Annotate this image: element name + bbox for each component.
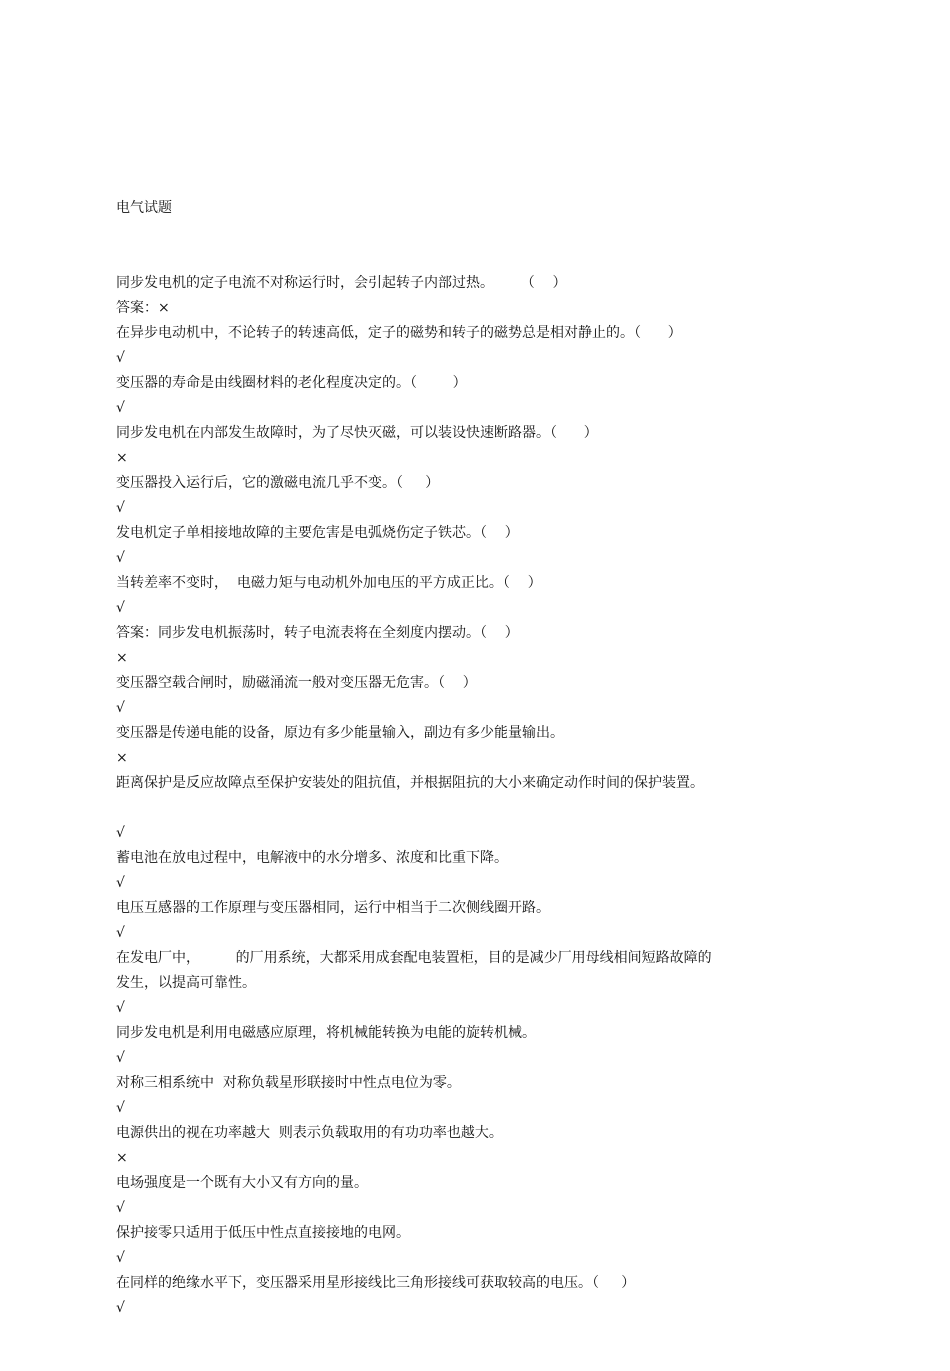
document-line: 发电机定子单相接地故障的主要危害是电弧烧伤定子铁芯。（ ） xyxy=(116,525,519,541)
document-line: √ xyxy=(116,1250,125,1266)
document-line: × xyxy=(116,1150,128,1166)
document-line: √ xyxy=(116,700,125,716)
document-line: √ xyxy=(116,1300,125,1316)
document-body xyxy=(116,146,846,1371)
document-line: √ xyxy=(116,600,125,616)
document-line: 电源供出的视在功率越大 则表示负载取用的有功功率也越大。 xyxy=(116,1125,503,1141)
document-line: 发生，以提高可靠性。 xyxy=(116,975,256,991)
question-list xyxy=(116,271,846,1321)
document-line: × xyxy=(116,450,128,466)
document-line: 同步发电机在内部发生故障时，为了尽快灭磁，可以装设快速断路器。（ ） xyxy=(116,425,598,441)
document-line: √ xyxy=(116,550,125,566)
document-line: √ xyxy=(116,1100,125,1116)
document-line: √ xyxy=(116,400,125,416)
document-line: 答案：同步发电机振荡时，转子电流表将在全刻度内摆动。（ ） xyxy=(116,625,519,641)
document-line: √ xyxy=(116,500,125,516)
document-line: 变压器投入运行后，它的激磁电流几乎不变。（ ） xyxy=(116,475,440,491)
document-line: 距离保护是反应故障点至保护安装处的阻抗值，并根据阻抗的大小来确定动作时间的保护装置。 xyxy=(116,775,704,791)
document-line: √ xyxy=(116,1050,125,1066)
document-line: 答案：× xyxy=(116,300,170,316)
document-line xyxy=(116,796,846,821)
document-line: √ xyxy=(116,350,125,366)
document-line: 当转差率不变时， 电磁力矩与电动机外加电压的平方成正比。（ ） xyxy=(116,575,542,591)
document-line: √ xyxy=(116,875,125,891)
document-line: 在发电厂中， 的厂用系统，大都采用成套配电装置柜，目的是减少厂用母线相间短路故障的 xyxy=(116,950,712,966)
document-line: 变压器是传递电能的设备，原边有多少能量输入，副边有多少能量输出。 xyxy=(116,725,564,741)
document-line: 电压互感器的工作原理与变压器相同，运行中相当于二次侧线圈开路。 xyxy=(116,900,550,916)
document-line: 变压器的寿命是由线圈材料的老化程度决定的。（ ） xyxy=(116,375,467,391)
document-line: √ xyxy=(116,1000,125,1016)
document-line: 对称三相系统中 对称负载星形联接时中性点电位为零。 xyxy=(116,1075,461,1091)
document-line: √ xyxy=(116,925,125,941)
document-line: × xyxy=(116,650,128,666)
document-line: √ xyxy=(116,1200,125,1216)
document-line: 在异步电动机中，不论转子的转速高低，定子的磁势和转子的磁势总是相对静止的。（ ） xyxy=(116,325,682,341)
document-title: 电气试题 xyxy=(116,200,172,216)
document-line: √ xyxy=(116,825,125,841)
document-line: 在同样的绝缘水平下，变压器采用星形接线比三角形接线可获取较高的电压。（ ） xyxy=(116,1275,636,1291)
document-line: 同步发电机是利用电磁感应原理，将机械能转换为电能的旋转机械。 xyxy=(116,1025,536,1041)
document-line: 变压器空载合闸时，励磁涌流一般对变压器无危害。（ ） xyxy=(116,675,477,691)
document-line: 保护接零只适用于低压中性点直接接地的电网。 xyxy=(116,1225,410,1241)
document-line: 同步发电机的定子电流不对称运行时，会引起转子内部过热。 （ ） xyxy=(116,275,567,291)
document-line: 电场强度是一个既有大小又有方向的量。 xyxy=(116,1175,368,1191)
document-line: 蓄电池在放电过程中，电解液中的水分增多、浓度和比重下降。 xyxy=(116,850,508,866)
document-line: × xyxy=(116,750,128,766)
